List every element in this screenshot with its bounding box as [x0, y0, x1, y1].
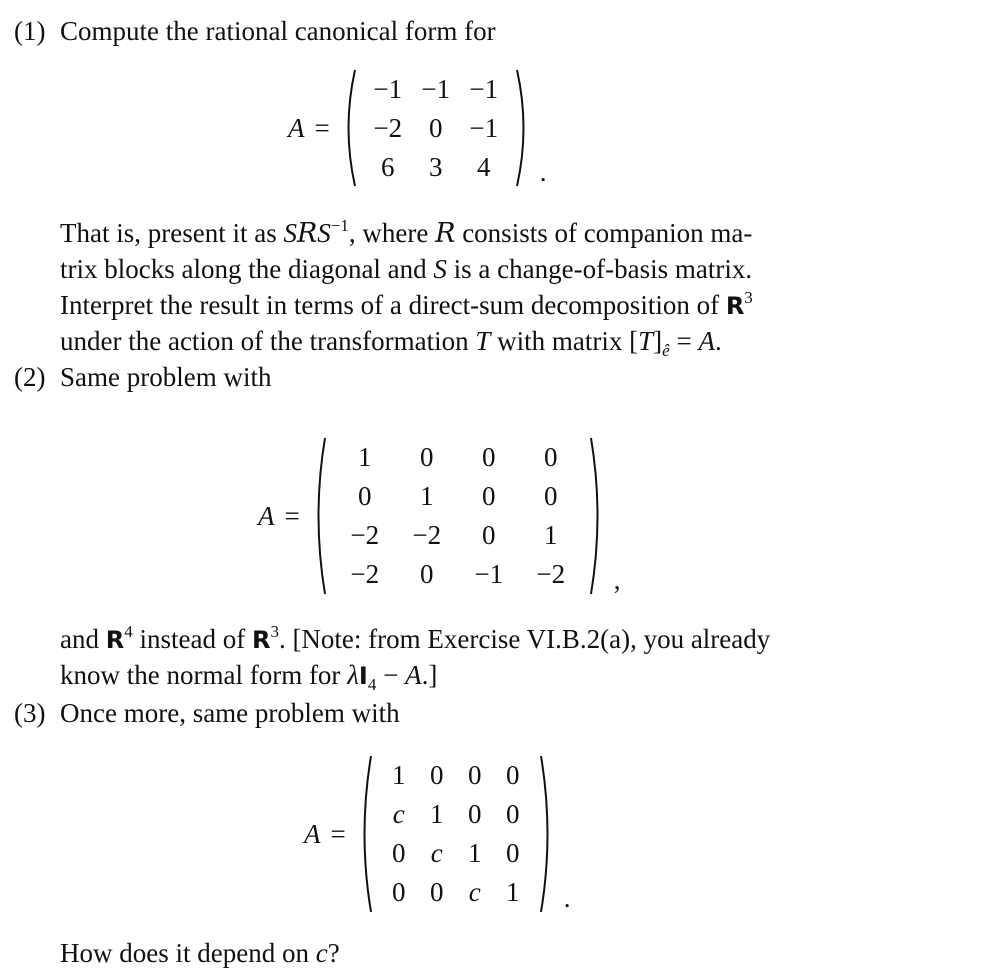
text: −	[376, 660, 406, 690]
problem-2-intro: Same problem with	[60, 362, 272, 392]
problem-2-number: (2)	[14, 362, 46, 392]
right-paren	[588, 436, 606, 596]
matrix-cell: −2	[350, 559, 380, 589]
matrix-cell: 3	[428, 151, 443, 182]
text: . [Note: from Exercise VI.B.2(a), you already	[278, 624, 771, 654]
text: with matrix [	[490, 326, 639, 356]
math-script-r: R	[296, 218, 318, 249]
problem-2-equation	[258, 436, 620, 596]
text: know the normal form for	[60, 660, 348, 690]
text: instead of	[132, 624, 252, 654]
matrix-cell: 0	[419, 559, 434, 589]
text: is a change-of-basis matrix.	[446, 254, 753, 284]
matrix-cell: 1	[391, 760, 406, 790]
matrix-cell: 0	[481, 481, 496, 511]
exponent: 3	[270, 622, 279, 641]
left-paren	[340, 68, 358, 188]
problem-1-number: (1)	[14, 16, 46, 46]
left-paren	[310, 436, 328, 596]
right-paren	[538, 754, 556, 914]
math-script-r: R	[435, 218, 456, 249]
matrix-cell: −2	[350, 520, 380, 550]
matrix-2	[310, 436, 606, 596]
math-reals: R	[251, 626, 271, 654]
text: .]	[421, 660, 438, 690]
matrix-cell: 0	[391, 838, 406, 868]
matrix-cell: 1	[429, 799, 444, 829]
math-identity: I	[358, 662, 368, 690]
subscript: ê	[662, 341, 670, 360]
matrix-cell: −1	[421, 73, 451, 104]
right-paren	[514, 68, 532, 188]
matrix-cell: −2	[373, 112, 403, 143]
text: and	[60, 624, 106, 654]
matrix-cell: 1	[467, 838, 482, 868]
matrix-cell: 4	[476, 151, 491, 182]
matrix-cell: 0	[467, 799, 482, 829]
matrix-cell: 0	[357, 481, 372, 511]
matrix-2-grid	[328, 436, 588, 596]
equals-sign: =	[314, 112, 330, 143]
matrix-cell: 1	[543, 520, 558, 550]
math-a: A	[405, 660, 422, 690]
math-s: S	[283, 218, 297, 248]
math-s: S	[433, 254, 447, 284]
text: under the action of the transformation	[60, 326, 476, 356]
exponent: 4	[124, 622, 133, 641]
math-lambda: λ	[347, 660, 359, 690]
matrix-1	[340, 68, 532, 188]
matrix-cell: −2	[412, 520, 442, 550]
equals-sign: =	[330, 818, 346, 849]
matrix-1-lhs: A	[288, 112, 305, 143]
problem-1-equation	[288, 68, 546, 188]
math-t: T	[475, 326, 491, 356]
matrix-cell: −1	[469, 73, 499, 104]
text: trix blocks along the diagonal and	[60, 254, 434, 284]
text: That is, present it as	[60, 218, 284, 248]
matrix-cell: 0	[467, 760, 482, 790]
subscript: 4	[367, 675, 377, 694]
matrix-cell: c	[468, 877, 481, 907]
matrix-cell: −1	[469, 112, 499, 143]
matrix-cell: −2	[536, 559, 566, 589]
matrix-cell: 0	[429, 877, 444, 907]
math-s: S	[317, 218, 331, 248]
matrix-1-trail: .	[539, 157, 547, 187]
matrix-cell: c	[430, 838, 443, 868]
text: =	[669, 326, 699, 356]
text: consists of companion ma-	[455, 218, 753, 248]
matrix-cell: 0	[505, 838, 520, 868]
matrix-cell: 0	[481, 442, 496, 472]
text: How does it depend on	[60, 938, 316, 968]
matrix-cell: 0	[391, 877, 406, 907]
matrix-cell: −1	[474, 559, 504, 589]
matrix-cell: 1	[505, 877, 520, 907]
matrix-1-grid	[358, 68, 514, 188]
text: ?	[327, 938, 340, 968]
matrix-cell: 0	[428, 112, 443, 143]
matrix-cell: 0	[481, 520, 496, 550]
matrix-2-trail: ,	[613, 565, 621, 595]
matrix-cell: 0	[543, 481, 558, 511]
text: ]	[653, 326, 663, 356]
matrix-cell: 0	[505, 799, 520, 829]
matrix-cell: −1	[373, 73, 403, 104]
math-reals: R	[105, 626, 125, 654]
matrix-3	[356, 754, 556, 914]
problem-3-intro: Once more, same problem with	[60, 698, 400, 728]
equals-sign: =	[284, 500, 300, 531]
left-paren	[356, 754, 374, 914]
text: Interpret the result in terms of a direct-sum decomposition of	[60, 290, 726, 320]
matrix-3-lhs: A	[304, 818, 321, 849]
matrix-cell: 6	[380, 151, 395, 182]
exponent: −1	[330, 216, 349, 235]
math-a: A	[698, 326, 715, 356]
math-reals: R	[725, 292, 745, 320]
matrix-3-trail: .	[563, 883, 571, 913]
matrix-cell: 1	[419, 481, 434, 511]
problem-1-intro: Compute the rational canonical form for	[60, 16, 496, 46]
text: .	[714, 326, 722, 356]
matrix-cell: 0	[543, 442, 558, 472]
math-t: T	[638, 326, 654, 356]
exponent: 3	[744, 288, 753, 307]
problem-3-number: (3)	[14, 698, 46, 728]
matrix-3-grid	[374, 754, 538, 914]
matrix-2-lhs: A	[258, 500, 275, 531]
math-c: c	[315, 938, 328, 968]
matrix-cell: 0	[429, 760, 444, 790]
matrix-cell: 1	[357, 442, 372, 472]
matrix-cell: c	[392, 799, 405, 829]
matrix-cell: 0	[419, 442, 434, 472]
text: , where	[348, 218, 436, 248]
matrix-cell: 0	[505, 760, 520, 790]
problem-3-equation	[304, 754, 570, 914]
